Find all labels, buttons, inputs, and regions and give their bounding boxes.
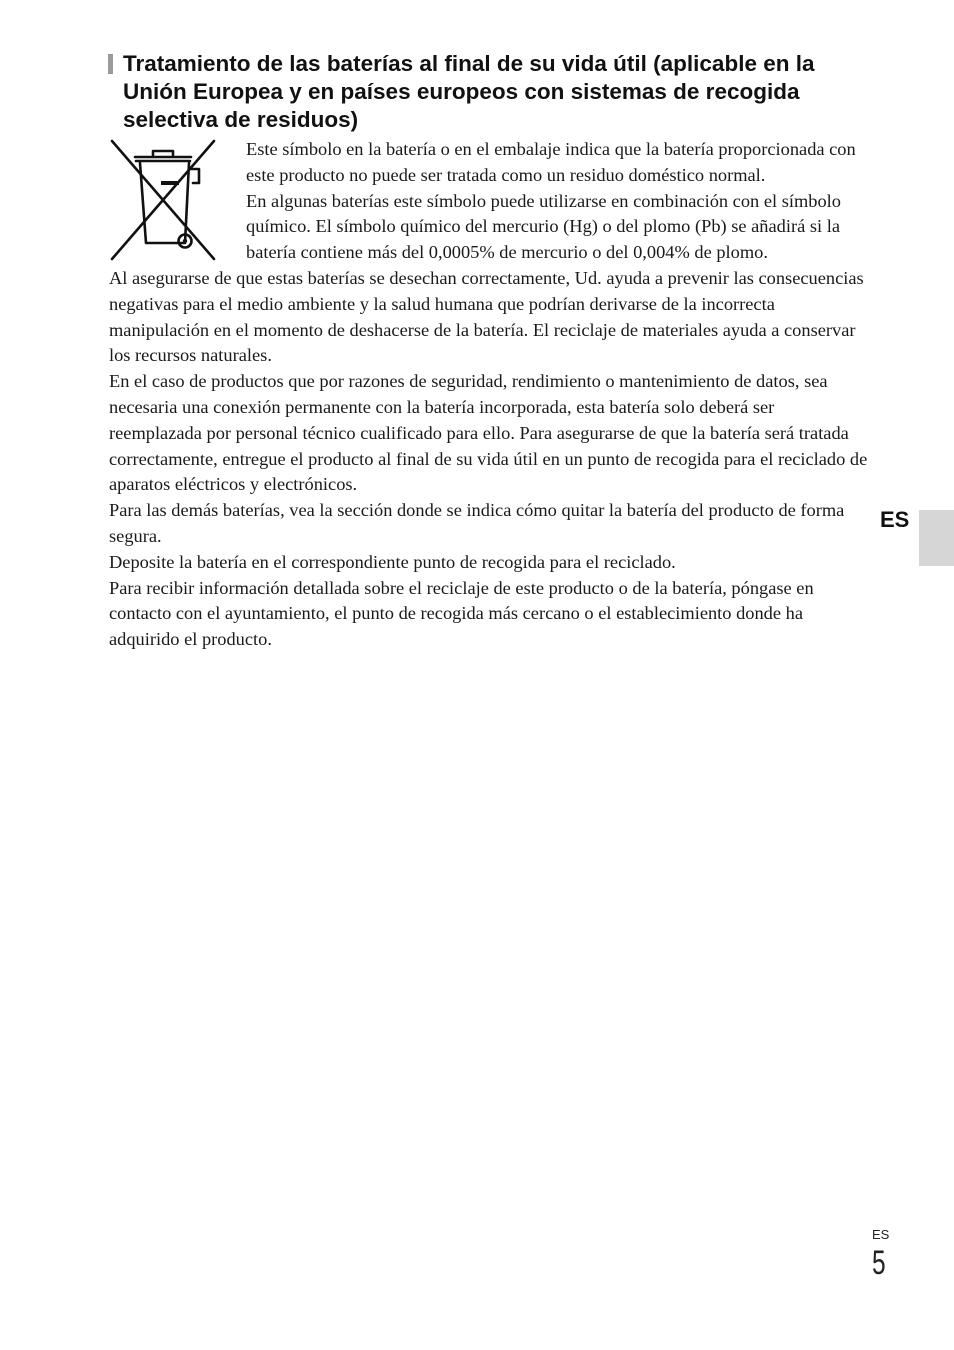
paragraph: Deposite la batería en el correspondiente punto de recogida para el reciclado. [109, 551, 676, 572]
language-side-label: ES [880, 507, 910, 532]
paragraph: Este símbolo en la batería o en el embalaje indica que la batería proporcionada con este producto no puede ser tratada como un residuo doméstico normal. [246, 139, 856, 185]
section-heading-text: Tratamiento de las baterías al final de su vida útil (aplicable en la Unión Europea y en países europeos con sistemas de recogida selectiva de residuos) [123, 51, 815, 132]
paragraph: Para las demás baterías, vea la sección donde se indica cómo quitar la batería del producto de forma segura. [109, 500, 845, 546]
body-text [109, 137, 869, 653]
paragraph: En algunas baterías este símbolo puede utilizarse en combinación con el símbolo químico. El símbolo químico del mercurio (Hg) o del plomo (Pb) se añadirá si la batería contiene más del 0,0005% de mercurio o del 0,004% de plomo. [246, 190, 841, 263]
footer-language-code: ES [872, 1227, 890, 1242]
heading-marker-bar [108, 54, 113, 74]
language-side-tab [919, 510, 954, 566]
section-heading [108, 50, 878, 134]
page-number: 5 [872, 1244, 886, 1282]
paragraph: En el caso de productos que por razones de seguridad, rendimiento o mantenimiento de datos, sea necesaria una conexión permanente con la batería incorporada, esta batería solo deberá ser reemplazada por personal técnico cualificado para ello. Para asegurarse de que la batería será tratada correctamente, entregue el producto al final de su vida útil en un punto de recogida para el reciclado de aparatos eléctricos y electrónicos. [109, 371, 868, 495]
paragraph: Para recibir información detallada sobre el reciclaje de este producto o de la batería, póngase en contacto con el ayuntamiento, el punto de recogida más cercano o el establecimiento donde ha adquirido el producto. [109, 577, 814, 650]
crossed-out-wheeled-bin-icon [109, 139, 217, 261]
paragraph: Al asegurarse de que estas baterías se desechan correctamente, Ud. ayuda a prevenir las consecuencias negativas para el medio ambiente y la salud humana que podrían derivarse de la incorrecta manipulación en el momento de deshacerse de la batería. El reciclaje de materiales ayuda a conservar los recursos naturales. [109, 267, 864, 366]
